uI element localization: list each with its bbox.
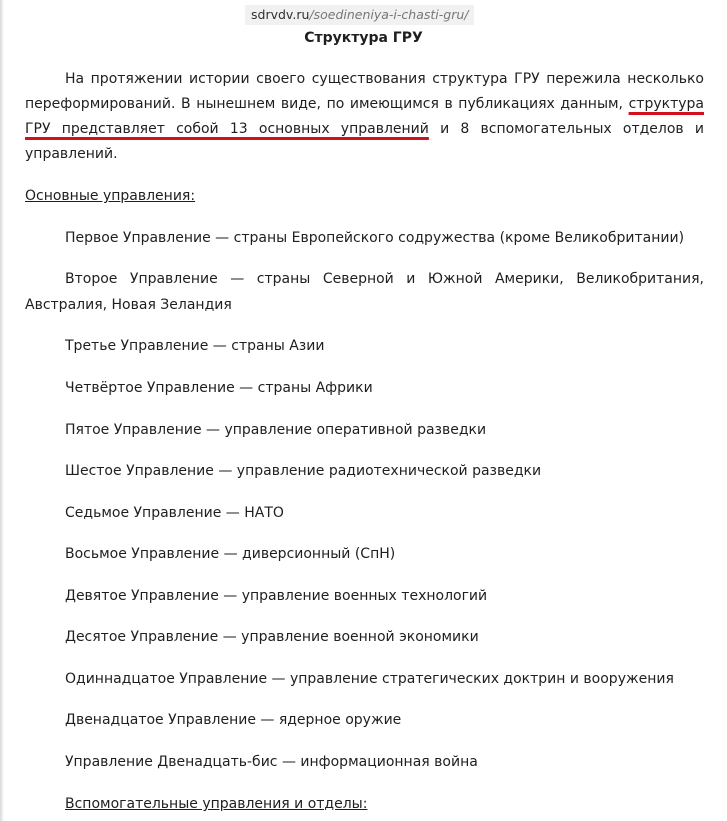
directorate-item: Восьмое Управление — диверсионный (СпН) bbox=[65, 546, 396, 562]
directorate-item: Третье Управление — страны Азии bbox=[65, 338, 325, 354]
url-path: /soedineniya-i-chasti-gru/ bbox=[309, 7, 469, 22]
directorate-item: Управление Двенадцать-бис — информационная война bbox=[65, 754, 478, 770]
auxiliary-directorates-heading: Вспомогательные управления и отделы: bbox=[65, 796, 368, 812]
page-edge-shadow bbox=[0, 0, 4, 821]
intro-highlight: структура ГРУ представляет собой 13 основных управлений bbox=[25, 96, 704, 137]
directorate-item: Десятое Управление — управление военной экономики bbox=[65, 629, 479, 645]
directorate-item: Седьмое Управление — НАТО bbox=[65, 505, 284, 521]
directorate-item: Шестое Управление — управление радиотехнической разведки bbox=[65, 463, 542, 479]
directorate-item: Одиннадцатое Управление — управление стратегических доктрин и вооружения bbox=[65, 671, 674, 687]
intro-paragraph bbox=[25, 67, 704, 167]
directorate-item: Пятое Управление — управление оперативной разведки bbox=[65, 422, 487, 438]
directorate-item: Второе Управление — страны Северной и Южной Америки, Великобритания, Австралия, Новая Зеландия bbox=[25, 271, 704, 313]
directorate-item: Девятое Управление — управление военных технологий bbox=[65, 588, 488, 604]
directorate-item: Первое Управление — страны Европейского содружества (кроме Великобритании) bbox=[65, 230, 685, 246]
url-domain: sdrvdv.ru bbox=[251, 7, 310, 22]
intro-text-end: и 8 вспомогательных отделов и управлений. bbox=[25, 121, 704, 162]
directorate-item: Четвёртое Управление — страны Африки bbox=[65, 380, 373, 396]
page-title: Структура ГРУ bbox=[304, 30, 423, 46]
article-body bbox=[25, 67, 704, 167]
main-directorates-heading: Основные управления: bbox=[25, 188, 196, 204]
source-url-watermark bbox=[245, 5, 474, 25]
intro-text-start: На протяжении истории своего существования структура ГРУ пережила несколько переформирований. В нынешнем виде, по имеющимся в публикациях данным, bbox=[25, 71, 704, 112]
directorate-item: Двенадцатое Управление — ядерное оружие bbox=[65, 712, 402, 728]
